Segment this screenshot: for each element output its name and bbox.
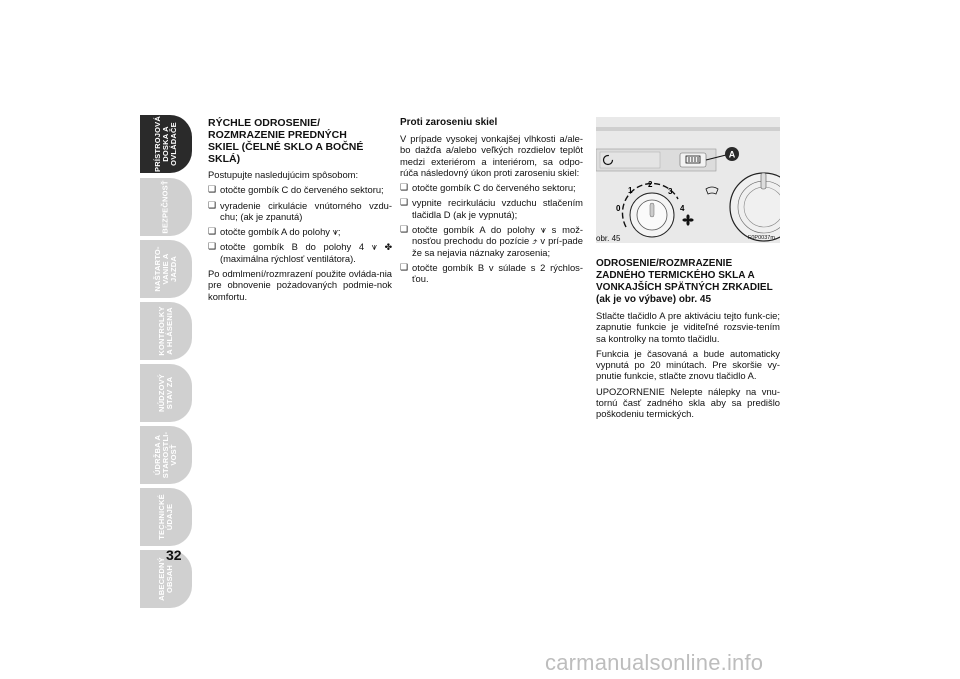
list-item: ❑ otočte gombík C do červeného sektoru; (208, 184, 392, 195)
list-item: ❑ otočte gombík A do polohy ⩛ s mož-nosťou prechodu do pozície ⤴ v prí-pade že sa nejavia náznaky zarosenia; (400, 224, 583, 258)
tab-label: ABECEDNÝ OBSAH (157, 557, 174, 601)
tab-label: NAŠTARTO- VANIE A JAZDA (153, 246, 178, 292)
fan-scale-0: 0 (616, 204, 621, 213)
figure-45-climate-panel (596, 117, 780, 243)
intro-text: Postupujte nasledujúcim spôsobom: (208, 169, 359, 180)
tab-label: NÚDZOVÝ STAV ZA (157, 373, 174, 413)
list-item: ❑ otočte gombík B v súlade s 2 rýchlos-ťou. (400, 262, 583, 285)
tab-nudzovy-stav[interactable] (140, 364, 192, 422)
tab-label: KONTROLKY A HLÁSENIA (157, 306, 174, 356)
section-heading: Proti zaroseniu skiel (400, 117, 498, 128)
fan-scale-2: 2 (648, 180, 653, 189)
tab-kontrolky[interactable] (140, 302, 192, 360)
column-rear-defrost (596, 258, 780, 424)
list-item: ❑ vypnite recirkuláciu vzduchu stlačením tlačidla D (ak je vypnutá); (400, 197, 583, 220)
tab-udrzba[interactable] (140, 426, 192, 484)
section-subheading: (ak je vo výbave) obr. 45 (596, 294, 712, 305)
figure-code: F0P0037m (748, 235, 775, 241)
tab-technicke-udaje[interactable] (140, 488, 192, 546)
paragraph: Stlačte tlačidlo A pre aktiváciu tejto funk-cie; zapnutie funkcie je viditeľné rozsvie-tením sa kontrolky na tomto tlačidlu. (596, 310, 780, 344)
tab-label: PRÍSTROJOVÁ DOSKA A OVLÁDAČE (153, 116, 178, 172)
figure-caption: obr. 45 (596, 234, 621, 243)
list-item: ❑ otočte gombík A do polohy ⩛; (208, 226, 392, 237)
list-item: ❑ otočte gombík C do červeného sektoru; (400, 182, 583, 193)
tab-nastartovanie[interactable] (140, 240, 192, 298)
fan-scale-1: 1 (628, 186, 633, 195)
tab-bezpecnost[interactable] (140, 178, 192, 236)
section-heading: RÝCHLE ODROSENIE/ ROZMRAZENIE PREDNÝCH SKIEL (ČELNÉ SKLO A BOČNÉ SKLÁ) (208, 117, 364, 165)
paragraph: UPOZORNENIE Nelepte nálepky na vnu-tornú časť zadného skla aby sa predišlo poškodeniu termických. (596, 385, 780, 420)
column-fast-defrost (208, 117, 392, 306)
list-item: ❑ vyradenie cirkulácie vnútorného vzdu-chu; (ak je zpanutá) (208, 200, 392, 223)
callout-a-label: A (728, 149, 736, 160)
watermark-footer: carmanualsonline.info (545, 650, 764, 675)
paragraph: Funkcia je časovaná a bude automaticky vypnutá po 20 minútach. Pre skoršie vy-pnutie funkcie, stlačte znovu tlačidlo A. (596, 347, 780, 382)
tab-label: BEZPEČNOSŤ (161, 180, 171, 234)
section-heading: ODROSENIE/ROZMRAZENIE ZADNÉHO TERMICKÉHO SKLA A VONKAJŠÍCH SPÄTNÝCH ZRKADIEL (596, 258, 773, 293)
tab-label: TECHNICKÉ ÚDAJE (157, 494, 174, 540)
intro-text: V prípade vysokej vonkajšej vlhkosti a/ale-bo dažďa a/alebo veľkých rozdielov teplôt medzi exteriérom a interiérom, sa odpo-rúča následovný úkon proti zaroseniu skiel: (400, 133, 583, 178)
fan-scale-3: 3 (668, 187, 673, 196)
list-item: ❑ otočte gombík B do polohy 4 ⩛ ✤ (maximálna rýchlosť ventilátora). (208, 241, 392, 264)
tab-label: ÚDRŽBA A STAROSTLI- VOSŤ (153, 431, 178, 479)
page-number: 32 (166, 547, 182, 563)
tab-pristrojova-doska[interactable] (140, 115, 192, 173)
rear-defrost-button (680, 153, 706, 167)
column-anti-fog (400, 117, 583, 289)
outro-text: Po odmlmení/rozmrazení použite ovláda-nia pre obnovenie pożadovaných podmie-nok komfortu. (208, 268, 392, 302)
fan-scale-4: 4 (680, 204, 685, 213)
